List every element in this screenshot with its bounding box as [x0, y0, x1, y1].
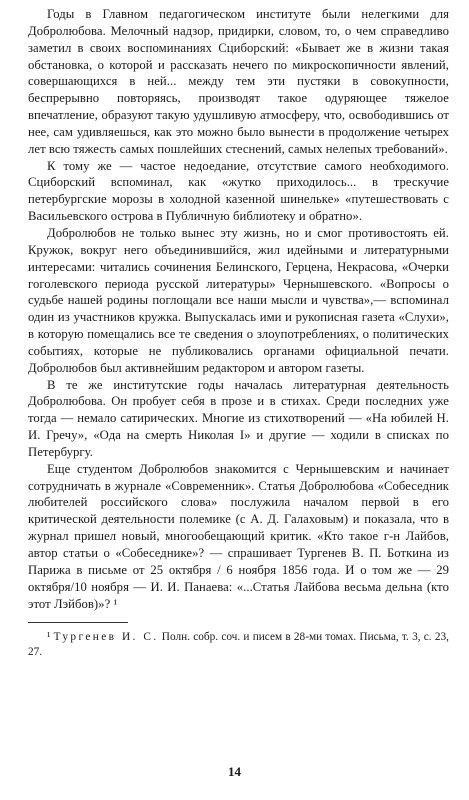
page-number: 14	[228, 764, 241, 779]
footnote-marker: ¹	[47, 631, 51, 644]
paragraph: Добролюбов не только вынес эту жизнь, но и смог противостоять ей. Кружок, вокруг него объединившийся, жил идейными и литературными интересами: читались сочинения Белинского, Герцена, Некрасова, «Очерки гоголевского периода русской литературы» Чернышевского. «Вопросы о судьбе нашей родины поглощали все наши мысли и чувства»,— вспоминал один из участников кружка. Выпускалась ими и рукописная газета «Слухи», в которую помещались все те сведения о злоупотреблениях, о политических событиях, которые не публиковались органами официальной печати. Добролюбов был активнейшим редактором и автором газеты.	[28, 225, 449, 375]
paragraph: В те же институтские годы началась литературная деятельность Добролюбова. Он пробует себя в прозе и в стихах. Среди последних уже тогда — немало сатирических. Многие из стихотворений — «На юбилей Н. И. Гречу», «Ода на смерть Николая I» и другие — ходили в списках по Петербургу.	[28, 377, 449, 459]
footnote-text: Полн. собр. соч. и писем в 28-ми томах. Письма, т. 3, с. 23, 27.	[28, 631, 449, 659]
footnote-author: Тургенев И. С.	[53, 631, 159, 644]
footnote-divider	[28, 622, 128, 623]
paragraph: К тому же — частое недоедание, отсутствие самого необходимого. Сциборский вспоминал, как «жутко приходилось... в трескучие петербургские морозы в холодной казенной шинельке» «путешествовать с Васильевского острова в Публичную библиотеку и обратно».	[28, 158, 449, 224]
body-text	[28, 6, 449, 612]
paragraph: Еще студентом Добролюбов знакомится с Чернышевским и начинает сотрудничать в журнале «Современник». Статья Добролюбова «Собеседник любителей российского слова» послужила началом первой в его критической деятельности полемике (с А. Д. Галаховым) и показала, что в журнал пришел новый, многообещающий критик. «Кто такое г-н Лайбов, автор статьи о «Собеседнике»? — спрашивает Тургенев В. П. Боткина из Парижа в письме от 25 октября / 6 ноября 1856 года. И о том же — 29 октября/10 ноября — И. И. Панаева: «...Статья Лайбова весьма дельна (кто этот Лэйбов)»? ¹	[28, 461, 449, 611]
paragraph: Годы в Главном педагогическом институте были нелегкими для Добролюбова. Мелочный надзор, придирки, словом, то, о чем справедливо заметил в своих воспоминаниях Сциборский: «Бывает же в жизни такая обстановка, о которой и рассказать нечего по микроскопичности явлений, совершающихся в ней... между тем эти пустяки в совокупности, беспрерывно повторяясь, производят такое одуряющее тяжелое впечатление, образуют такую удушливую атмосферу, что, освободившись от нее, сам удивляешься, как это можно было вынести в продолжение четырех лет всю тяжесть самых пошлейших стеснений, самых нелепых требований».	[28, 7, 449, 156]
footnote	[28, 630, 449, 660]
